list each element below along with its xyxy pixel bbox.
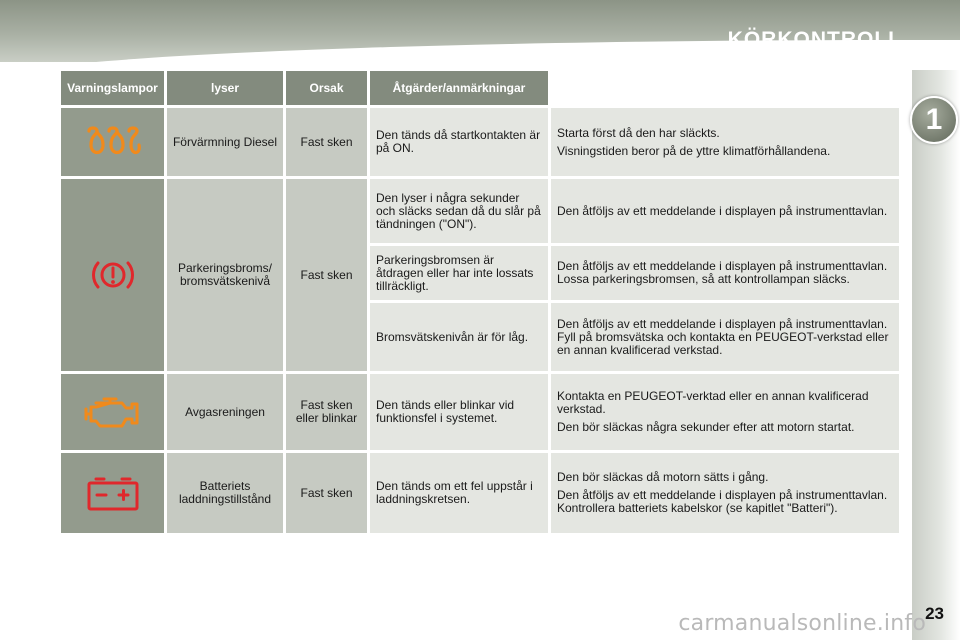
action-text: Den åtföljs av ett meddelande i displayen på instrumenttavlan. — [557, 203, 888, 218]
battery-icon — [86, 475, 140, 511]
lamp-lit-state: Fast sken — [286, 108, 367, 176]
lamp-name: Parkeringsbroms/ bromsvätskenivå — [167, 179, 283, 371]
engine-icon — [84, 393, 142, 431]
table-row — [61, 108, 899, 176]
action-text: Den åtföljs av ett meddelande i displayen på instrumenttavlan. Fyll på bromsvätska och kontakta en PEUGEOT-verkstad eller en annan kvalificerad verkstad. — [557, 316, 889, 357]
action-text: Den åtföljs av ett meddelande i displayen på instrumenttavlan. Lossa parkeringsbromsen, så att kontrollampan släcks. — [557, 259, 888, 286]
lamp-lit-state: Fast sken — [286, 453, 367, 533]
page-number: 23 — [925, 604, 944, 623]
chapter-side-tab — [912, 70, 960, 640]
lamp-name: Förvärmning Diesel — [167, 108, 283, 176]
parking-brake-icon — [91, 257, 135, 293]
lamp-actions — [551, 303, 899, 371]
lamp-actions — [551, 179, 899, 243]
lamp-name: Avgasreningen — [167, 374, 283, 450]
lamp-cause: Den tänds om ett fel uppstår i laddningskretsen. — [370, 453, 548, 533]
lamp-actions — [551, 453, 899, 533]
lamp-name: Batteriets laddningstillstånd — [167, 453, 283, 533]
watermark: carmanualsonline.info — [678, 611, 926, 636]
action-text: Kontakta en PEUGEOT-verktad eller en annan kvalificerad verkstad. — [557, 389, 869, 416]
lamp-cause: Den lyser i några sekunder och släcks sedan då du slår på tändningen ("ON"). — [370, 179, 548, 243]
lamp-cause: Den tänds då startkontakten är på ON. — [370, 108, 548, 176]
lamp-cause: Bromsvätskenivån är för låg. — [370, 303, 548, 371]
lamp-actions — [551, 374, 899, 450]
column-header-cause: Orsak — [286, 71, 367, 105]
chapter-badge: 1 — [910, 96, 958, 144]
table-header-row — [61, 71, 899, 105]
warning-lamps-table — [58, 68, 902, 536]
column-header-lamps: Varningslampor — [61, 71, 164, 105]
column-header-lit: lyser — [167, 71, 283, 105]
icon-cell — [61, 108, 164, 176]
lamp-actions — [551, 108, 899, 176]
action-text: Visningstiden beror på de yttre klimatförhållandena. — [557, 143, 831, 158]
icon-cell — [61, 374, 164, 450]
action-text: Den bör släckas då motorn sätts i gång. — [557, 470, 769, 484]
page-title: KÖRKONTROLL — [727, 28, 902, 51]
action-text: Den åtföljs av ett meddelande i displayen på instrumenttavlan. Kontrollera batteriets kabelskor (se kapitlet "Batteri"). — [557, 488, 888, 515]
glow-plug-icon — [85, 125, 141, 159]
icon-cell — [61, 179, 164, 371]
lamp-lit-state: Fast sken — [286, 179, 367, 371]
icon-cell — [61, 453, 164, 533]
lamp-lit-state: Fast sken eller blinkar — [286, 374, 367, 450]
lamp-actions — [551, 246, 899, 300]
table-row — [61, 453, 899, 533]
table-row — [61, 374, 899, 450]
lamp-cause: Parkeringsbromsen är åtdragen eller har inte lossats tillräckligt. — [370, 246, 548, 300]
table-row — [61, 179, 899, 243]
column-header-actions: Åtgärder/anmärkningar — [370, 71, 548, 105]
action-text: Den bör släckas några sekunder efter att motorn startat. — [557, 420, 855, 434]
action-text: Starta först då den har släckts. — [557, 125, 720, 140]
lamp-cause: Den tänds eller blinkar vid funktionsfel i systemet. — [370, 374, 548, 450]
